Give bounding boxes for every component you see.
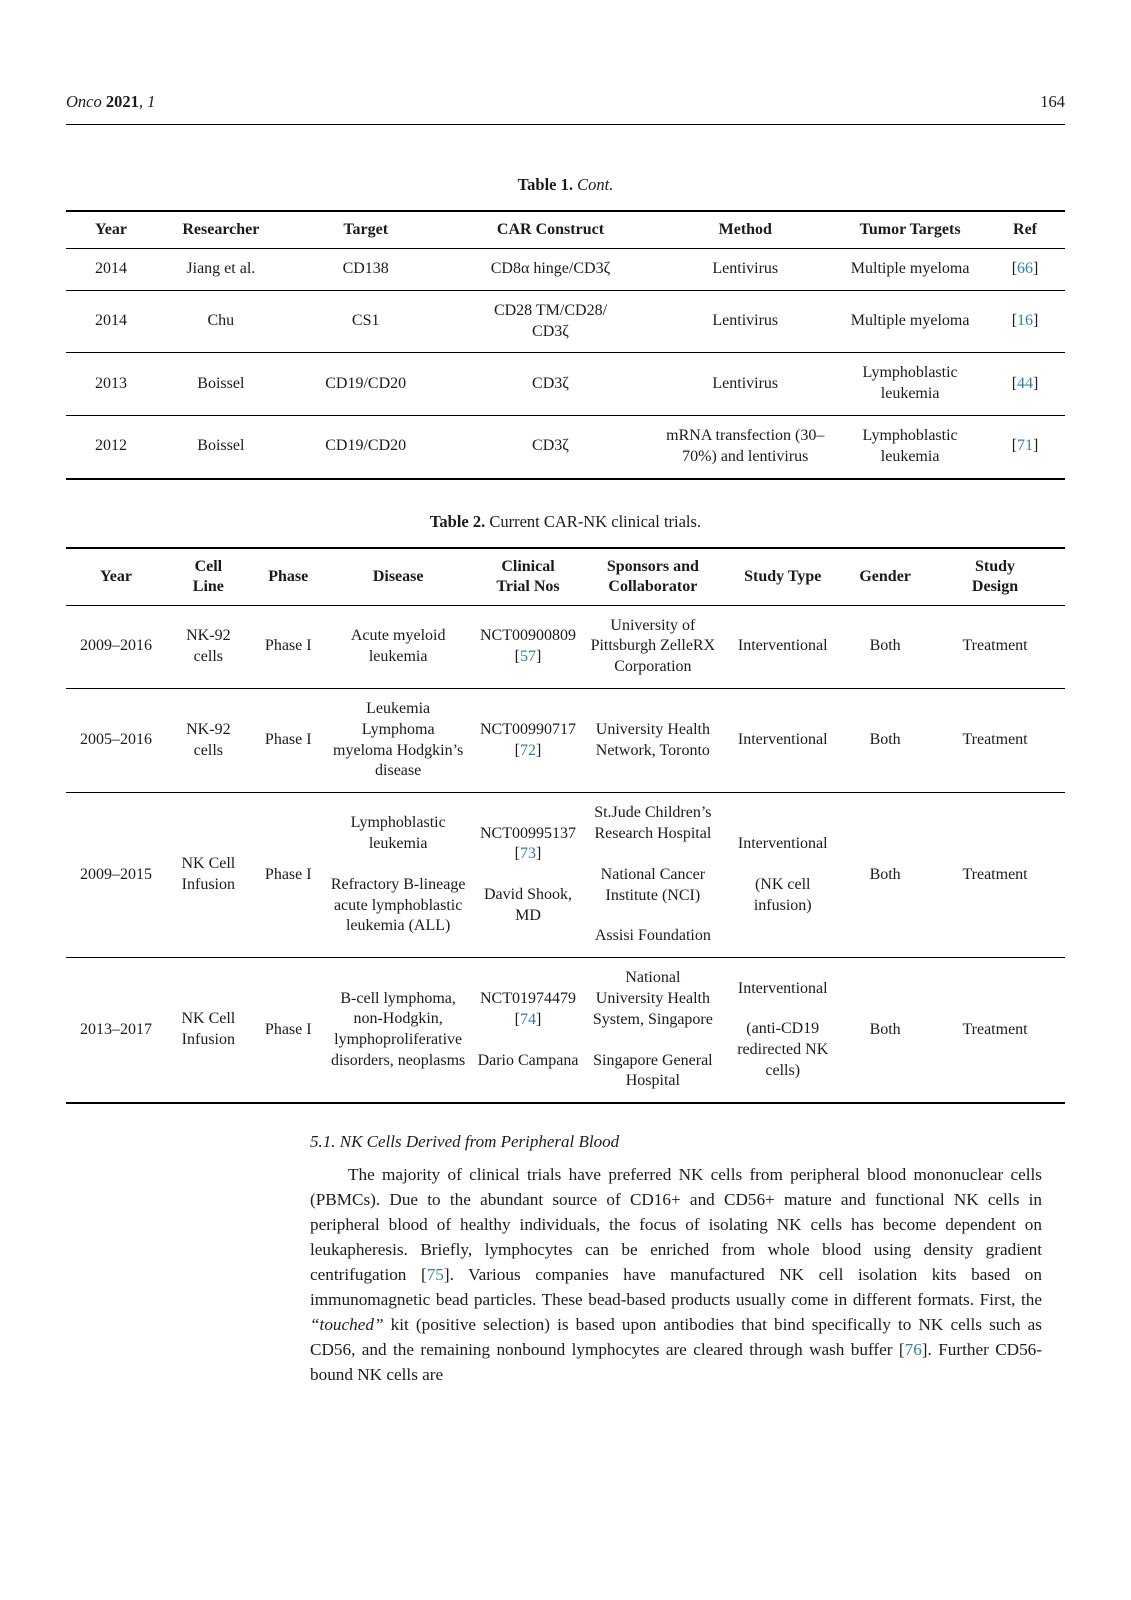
table-cell: Interventional — [720, 688, 845, 792]
citation-link[interactable]: 73 — [520, 845, 536, 863]
citation-link[interactable]: 66 — [1017, 260, 1034, 277]
table-cell: Multiple myeloma — [850, 260, 970, 277]
table-cell: NCT00900809 [57] — [480, 626, 576, 665]
table-cell: Boissel — [156, 415, 286, 478]
table-cell: CD28 TM/CD28/ CD3ζ — [446, 290, 656, 353]
table-cell: 2014 — [94, 260, 127, 277]
table-cell: Boissel — [156, 353, 286, 416]
header-rule — [66, 124, 1065, 125]
table-cell: [66] — [1011, 260, 1039, 277]
table-cell: Acute myeloid leukemia — [350, 626, 446, 665]
table-cell: CD3ζ — [446, 353, 656, 416]
table-row — [66, 353, 1065, 416]
table-cell: [71] — [985, 415, 1065, 478]
column-header: Cell Line — [166, 548, 251, 606]
column-header: Tumor Targets — [835, 211, 985, 249]
table-cell: CD3ζ — [446, 415, 656, 478]
table1 — [66, 210, 1065, 480]
column-header: CAR Construct — [446, 211, 656, 249]
citation-link[interactable]: 57 — [520, 647, 536, 665]
table-cell: St.Jude Children’s Research Hospital National Cancer Institute (NCI) Assisi Foundation — [585, 793, 720, 958]
table-cell: Phase I — [251, 793, 326, 958]
column-header: Sponsors and Collaborator — [585, 548, 720, 606]
table-row — [66, 290, 1065, 353]
table-cell: Multiple myeloma — [835, 290, 985, 353]
column-header: Target — [286, 211, 446, 249]
table-cell: 2013 — [66, 353, 156, 416]
body-paragraph: The majority of clinical trials have preferred NK cells from peripheral blood mononuclear cells (PBMCs). Due to the abundant source of CD16+ and CD56+ mature and functional NK cells in peripheral blood of healthy individuals, the focus of isolating NK cells has become dependent on leukapheresis. Briefly, lymphocytes can be enriched from whole blood using density gradient centrifugation [75]. Various companies have manufactured NK cell isolation kits based on immunomagnetic bead particles. These bead-based products usually come in different formats. First, the “touched” kit (positive selection) is based upon antibodies that bind specifically to NK cells such as CD56, and the remaining nonbound lymphocytes are cleared through wash buffer [76]. Further CD56-bound NK cells are — [310, 1165, 1042, 1385]
table-cell: Phase I — [264, 637, 312, 655]
body-text-block — [310, 1132, 1042, 1387]
table-cell: Chu — [156, 290, 286, 353]
table-cell: Both — [845, 958, 925, 1103]
citation-link[interactable]: 44 — [1017, 374, 1034, 392]
table-cell: [16] — [985, 290, 1065, 353]
table-cell: CD8α hinge/CD3ζ — [490, 260, 611, 277]
citation-link[interactable]: 72 — [520, 741, 536, 759]
table-cell: NK-92 cells — [186, 626, 231, 665]
running-head — [66, 0, 1065, 112]
table-cell: 2013–2017 — [66, 958, 166, 1103]
header-row — [66, 548, 1065, 606]
column-header: Study Design — [925, 548, 1065, 606]
citation-link[interactable]: 74 — [520, 1010, 536, 1028]
table-cell: 2014 — [66, 290, 156, 353]
table-cell: NK Cell Infusion — [166, 793, 251, 958]
table-row — [66, 415, 1065, 478]
citation-link[interactable]: 71 — [1017, 437, 1034, 455]
table-cell: CD138 — [342, 260, 389, 277]
header-row — [66, 211, 1065, 249]
table-cell: NCT00995137 [73] David Shook, MD — [471, 793, 586, 958]
table-cell: Interventional — [737, 637, 828, 655]
table-cell: NCT01974479 [74] Dario Campana — [471, 958, 586, 1103]
column-header: Phase — [251, 548, 326, 606]
column-header: Year — [66, 548, 166, 606]
table-cell: Lentivirus — [655, 353, 835, 416]
table-cell: National University Health System, Singapore Singapore General Hospital — [585, 958, 720, 1103]
table-cell: Leukemia Lymphoma myeloma Hodgkin’s disease — [326, 688, 471, 792]
table-cell: Treatment — [962, 637, 1028, 655]
table-cell: [44] — [985, 353, 1065, 416]
column-header: Ref — [985, 211, 1065, 249]
column-header: Researcher — [156, 211, 286, 249]
journal-citation: Onco 2021, 1 — [66, 92, 156, 111]
section-heading: 5.1. NK Cells Derived from Peripheral Blood — [310, 1132, 620, 1152]
table-cell: University Health Network, Toronto — [585, 688, 720, 792]
table-cell: Both — [845, 793, 925, 958]
column-header: Year — [66, 211, 156, 249]
table-cell: Interventional (NK cell infusion) — [720, 793, 845, 958]
table-cell: 2009–2016 — [79, 637, 152, 655]
table-cell: Lymphoblastic leukemia — [835, 415, 985, 478]
table-cell: B-cell lymphoma, non-Hodgkin, lymphoproliferative disorders, neoplasms — [326, 958, 471, 1103]
table-cell: Treatment — [925, 958, 1065, 1103]
table-row — [66, 249, 1065, 291]
column-header: Clinical Trial Nos — [471, 548, 586, 606]
table-row — [66, 958, 1065, 1103]
table-cell: NK Cell Infusion — [166, 958, 251, 1103]
table-cell: Lymphoblastic leukemia — [835, 353, 985, 416]
table-cell: 2012 — [66, 415, 156, 478]
column-header: Gender — [845, 548, 925, 606]
citation-link[interactable]: 75 — [426, 1265, 444, 1285]
column-header: Disease — [326, 548, 471, 606]
table-cell: 2005–2016 — [66, 688, 166, 792]
table-cell: Treatment — [925, 793, 1065, 958]
table-cell: CD19/CD20 — [286, 415, 446, 478]
table-cell: Both — [845, 688, 925, 792]
table-cell: Phase I — [251, 958, 326, 1103]
table-cell: Jiang et al. — [186, 260, 256, 277]
table-row — [66, 688, 1065, 792]
table-cell: Lentivirus — [655, 290, 835, 353]
table-row — [66, 605, 1065, 688]
column-header: Study Type — [720, 548, 845, 606]
table2 — [66, 547, 1065, 1105]
page-number: 164 — [1040, 92, 1065, 111]
table-cell: Both — [869, 637, 901, 655]
table-cell: University of Pittsburgh ZelleRX Corporation — [590, 616, 716, 676]
table2-caption: Table 2. Current CAR-NK clinical trials. — [429, 511, 702, 531]
table-cell: Lentivirus — [712, 260, 779, 277]
citation-link[interactable]: 16 — [1017, 312, 1034, 330]
table-cell: Interventional (anti-CD19 redirected NK cells) — [720, 958, 845, 1103]
table-cell: Lymphoblastic leukemia Refractory B-lineage acute lymphoblastic leukemia (ALL) — [326, 793, 471, 958]
table-cell: NCT00990717 [72] — [471, 688, 586, 792]
table-row — [66, 793, 1065, 958]
table-cell: CS1 — [286, 290, 446, 353]
table-cell: mRNA transfection (30–70%) and lentivirus — [655, 415, 835, 478]
table-cell: Treatment — [925, 688, 1065, 792]
table-cell: NK-92 cells — [166, 688, 251, 792]
table-cell: 2009–2015 — [66, 793, 166, 958]
citation-link[interactable]: 76 — [904, 1340, 922, 1360]
column-header: Method — [655, 211, 835, 249]
table-cell: CD19/CD20 — [286, 353, 446, 416]
table-cell: Phase I — [251, 688, 326, 792]
table1-caption: Table 1. Cont. — [517, 175, 614, 194]
